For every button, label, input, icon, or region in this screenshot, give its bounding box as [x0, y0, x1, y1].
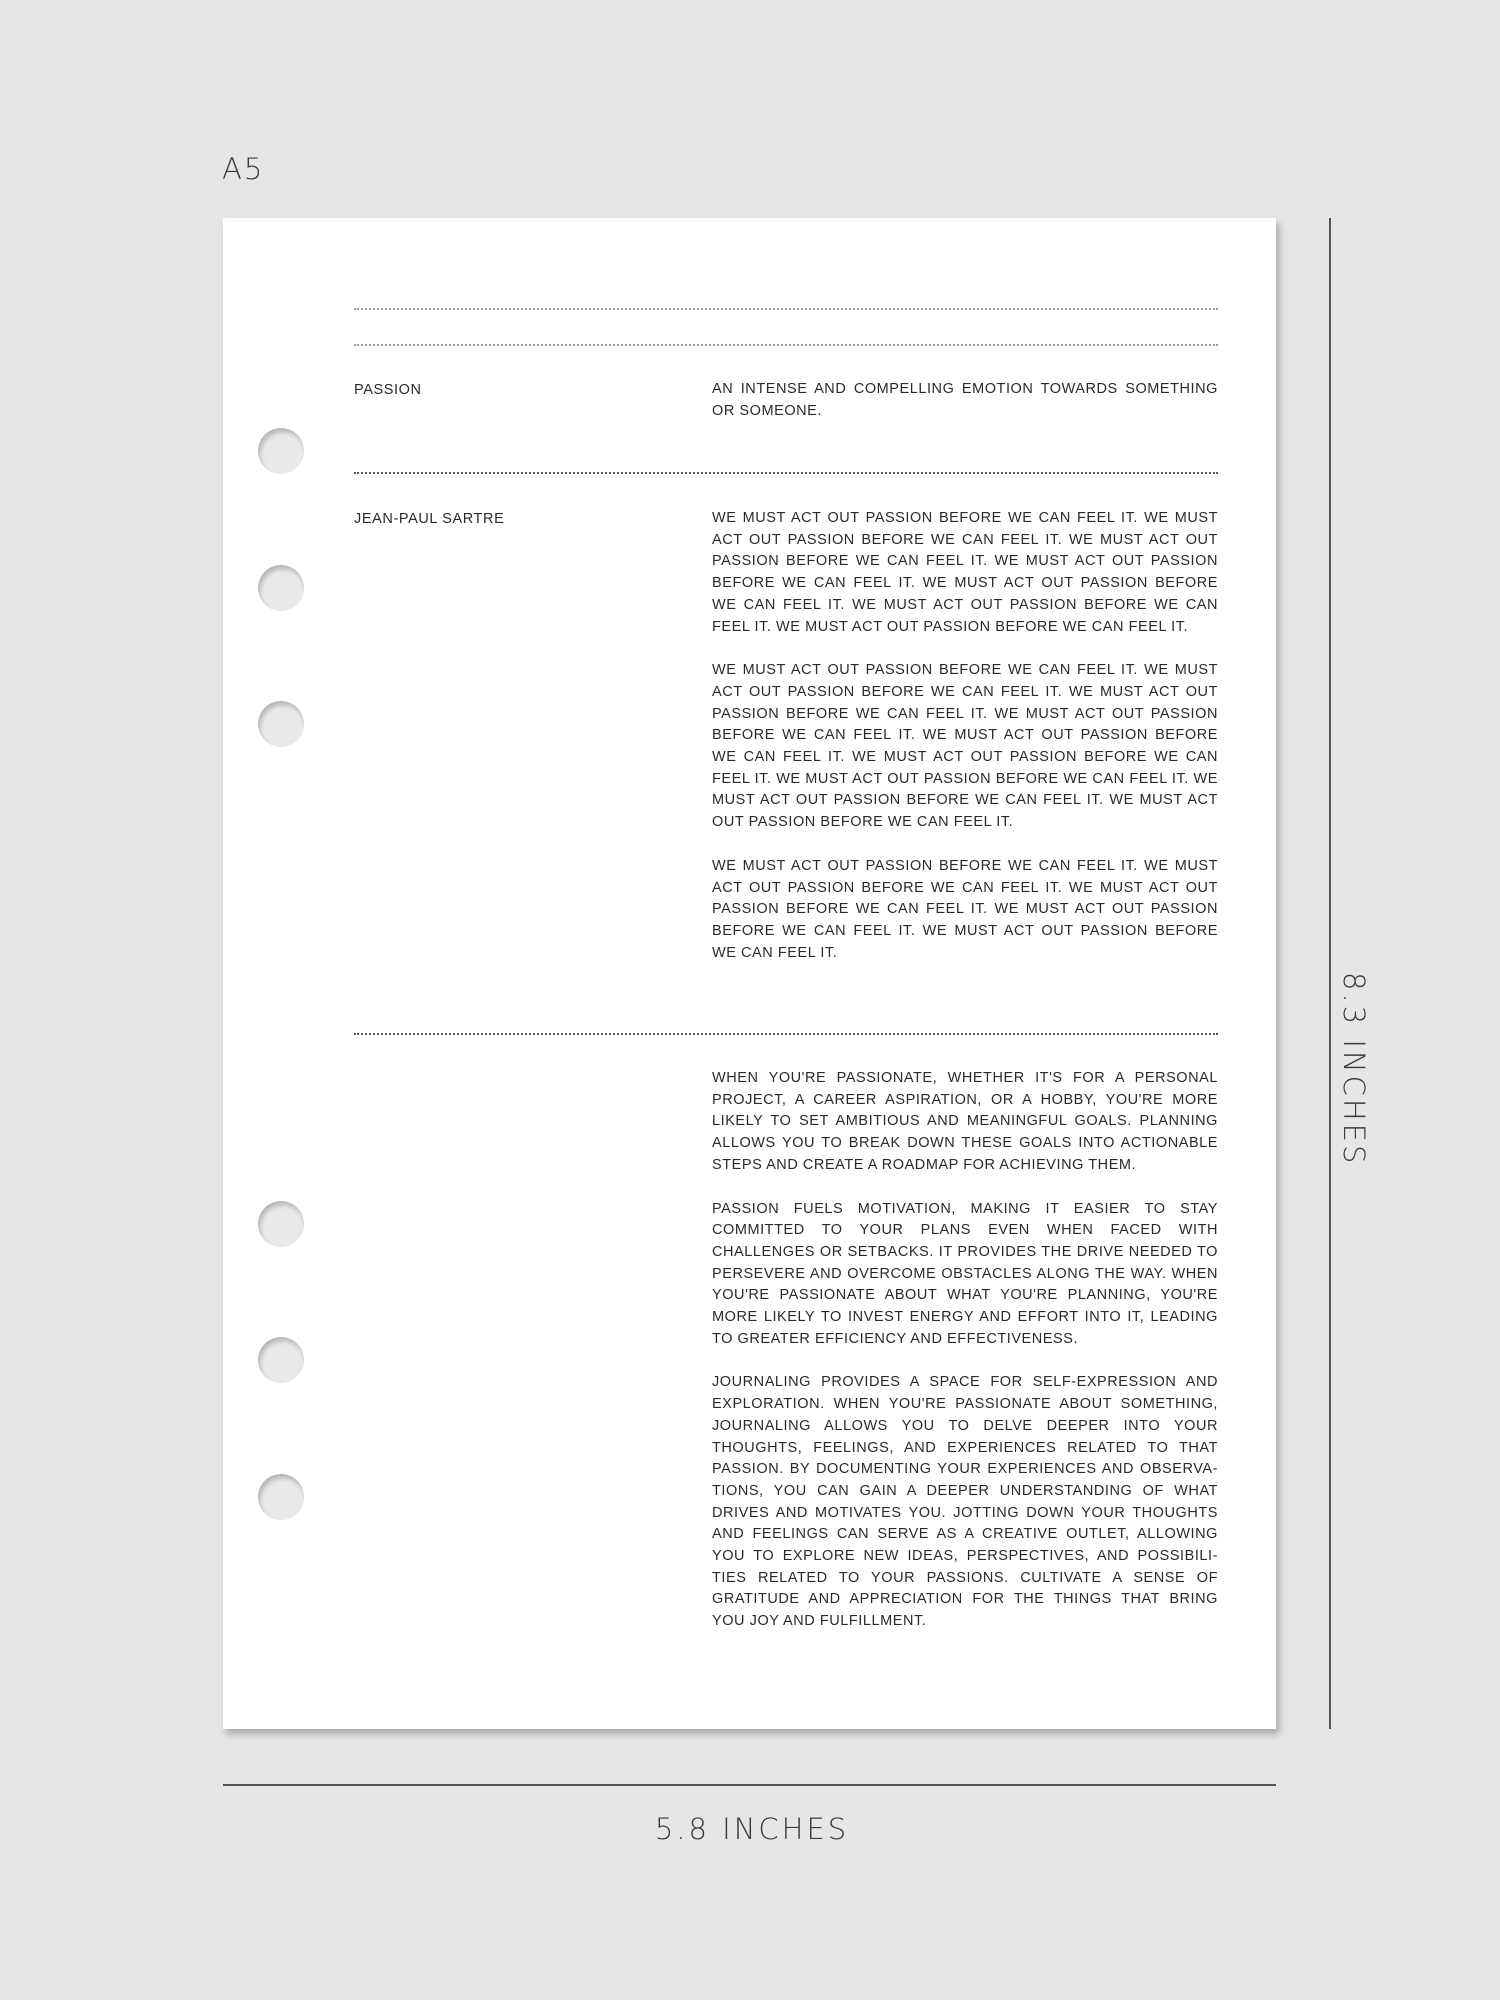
word-definition — [712, 379, 1218, 444]
quote-paragraph: WE MUST ACT OUT PASSION BEFORE WE CAN FEEL IT. WE MUST ACT OUT PASSION BEFORE WE CAN FEEL IT. WE MUST ACT OUT PASSION BEFORE WE CAN FEEL IT. WE MUST ACT OUT PASSION BEFORE WE CAN FEEL IT. WE MUST ACT OUT PASSION BEFORE WE CAN FEEL IT. — [712, 857, 1218, 961]
height-dimension-label: 8.3 INCHES — [1337, 972, 1371, 1167]
height-dimension-line — [1329, 218, 1331, 1729]
reflection-body — [712, 1068, 1218, 1655]
planner-page — [223, 218, 1276, 1729]
punch-hole — [258, 1474, 304, 1520]
dotted-rule — [354, 308, 1218, 310]
section-divider — [354, 472, 1218, 474]
definition-text: AN INTENSE AND COMPELLING EMOTION TOWARDS SOMETHING OR SOMEONE. — [712, 381, 1218, 419]
punch-hole — [258, 701, 304, 747]
paper-size-label: A5 — [222, 152, 265, 186]
dotted-rule — [354, 344, 1218, 346]
word-term: PASSION — [354, 382, 422, 398]
quote-paragraph: WE MUST ACT OUT PASSION BEFORE WE CAN FEEL IT. WE MUST ACT OUT PASSION BEFORE WE CAN FEEL IT. WE MUST ACT OUT PASSION BEFORE WE CAN FEEL IT. WE MUST ACT OUT PASSION BEFORE WE CAN FEEL IT. WE MUST ACT OUT PASSION BEFORE WE CAN FEEL IT. WE MUST ACT OUT PASSION BEFORE WE CAN FEEL IT. WE MUST ACT OUT PASSION BEFORE WE CAN FEEL IT. WE MUST ACT OUT PASSION BEFORE WE CAN FEEL IT. WE MUST ACT OUT PASSION BEFORE WE CAN FEEL IT. — [712, 662, 1218, 831]
width-dimension-label: 5.8 INCHES — [654, 1812, 850, 1846]
punch-hole — [258, 1337, 304, 1383]
punch-hole — [258, 428, 304, 474]
reflection-paragraph: PASSION FUELS MOTIVATION, MAKING IT EASIER TO STAY COMMITTED TO YOUR PLANS EVEN WHEN FACED WITH CHALLENGES OR SETBACKS. IT PROVIDES THE DRIVE NEEDED TO PERSEVERE AND OVERCOME OBSTACLES ALONG THE WAY. WHEN YOU'RE PASSIONATE ABOUT WHAT YOU'RE PLANNING, YOU'RE MORE LIKELY TO INVEST ENERGY AND EFFORT INTO IT, LEADING TO GREATER EFFICIENCY AND EFFECTIVENESS. — [712, 1200, 1218, 1347]
punch-hole — [258, 565, 304, 611]
width-dimension-line — [223, 1784, 1276, 1786]
section-divider — [354, 1033, 1218, 1035]
quote-author: JEAN-PAUL SARTRE — [354, 511, 505, 527]
quote-paragraph: WE MUST ACT OUT PASSION BEFORE WE CAN FEEL IT. WE MUST ACT OUT PASSION BEFORE WE CAN FEEL IT. WE MUST ACT OUT PASSION BEFORE WE CAN FEEL IT. WE MUST ACT OUT PASSION BEFORE WE CAN FEEL IT. WE MUST ACT OUT PASSION BEFORE WE CAN FEEL IT. WE MUST ACT OUT PASSION BEFORE WE CAN FEEL IT. WE MUST ACT OUT PASSION BEFORE WE CAN FEEL IT. — [712, 510, 1218, 635]
reflection-paragraph: JOURNALING PROVIDES A SPACE FOR SELF-EXPRESSION AND EXPLORATION. WHEN YOU'RE PASSIONATE ABOUT SOMETHING, JOURNALING ALLOWS YOU TO DELVE DEEPER INTO YOUR THOUGHTS, FEELINGS, AND EXPERIENCES RELATED TO THAT PASSION. BY DOCUMENTING YOUR EXPERIENCES AND OBSERVA-TIONS, YOU CAN GAIN A DEEPER UNDERSTANDING OF WHAT DRIVES AND MOTIVATES YOU. JOTTING DOWN YOUR THOUGHTS AND FEELINGS CAN SERVE AS A CREATIVE OUTLET, ALLOWING YOU TO EXPLORE NEW IDEAS, PERSPECTIVES, AND POSSIBILI-TIES RELATED TO YOUR PASSIONS. CULTIVATE A SENSE OF GRATITUDE AND APPRECIATION FOR THE THINGS THAT BRING YOU JOY AND FULFILLMENT. — [712, 1374, 1218, 1630]
reflection-paragraph: WHEN YOU'RE PASSIONATE, WHETHER IT'S FOR A PERSONAL PROJECT, A CAREER ASPIRATION, OR A HOBBY, YOU'RE MORE LIKELY TO SET AMBITIOUS AND MEANINGFUL GOALS. PLANNING ALLOWS YOU TO BREAK DOWN THESE GOALS INTO ACTIONABLE STEPS AND CREATE A ROADMAP FOR ACHIEVING THEM. — [712, 1070, 1218, 1173]
punch-hole — [258, 1201, 304, 1247]
quote-body — [712, 508, 1218, 986]
